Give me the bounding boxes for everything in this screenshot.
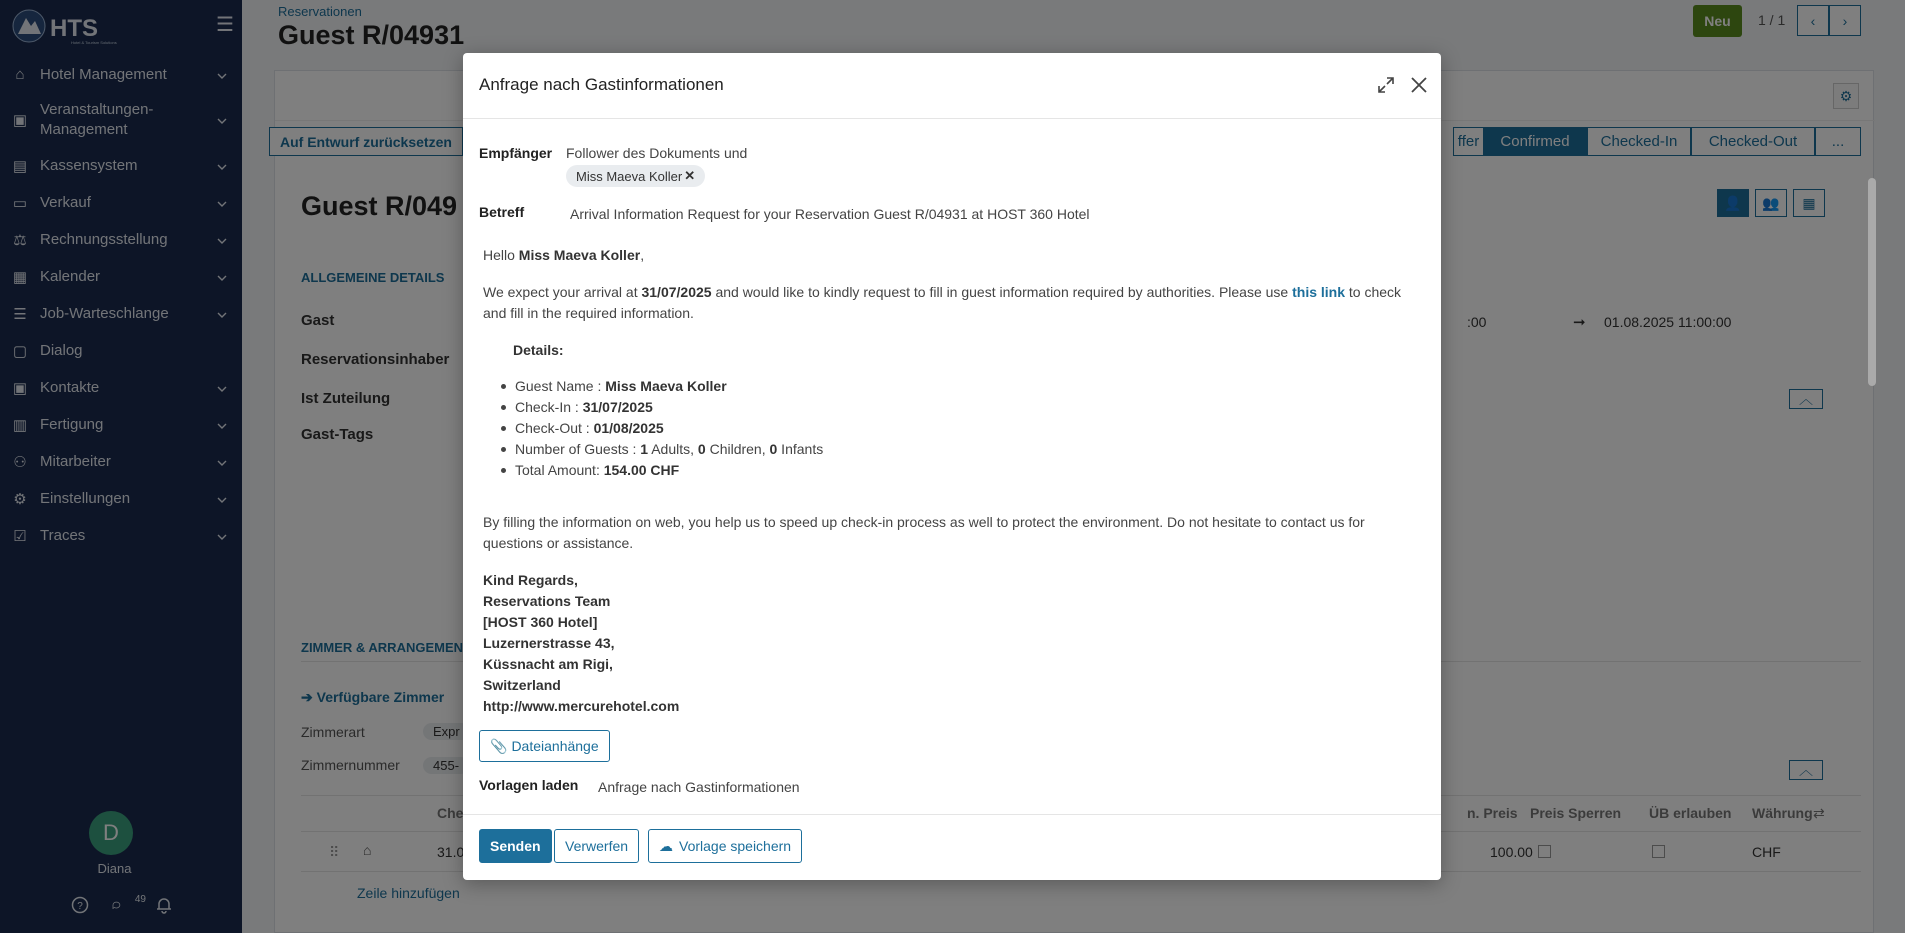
paperclip-icon: 📎 [490,737,508,754]
recipients-text: Follower des Dokuments und [566,145,748,161]
body-paragraph-2: By filling the information on web, you help us to speed up check-in process as well to protect the environment. Do not hesitate to contact us for questions or assistance. [483,514,1365,551]
dialog-header [463,53,1441,119]
template-select[interactable]: Anfrage nach Gastinformationen [598,779,800,795]
remove-tag-icon[interactable]: ✕ [684,168,696,183]
list-item: Guest Name : Miss Maeva Koller [515,376,1403,397]
dialog-title: Anfrage nach Gastinformationen [479,75,724,94]
dialog-footer [463,814,1441,880]
template-label: Vorlagen laden [479,777,579,793]
recipient-tag[interactable]: Miss Maeva Koller ✕ [566,165,705,187]
guest-info-link[interactable]: this link [1292,284,1346,300]
email-body-editor[interactable] [483,245,1403,717]
subject-label: Betreff [479,204,525,220]
signature: Kind Regards, Reservations Team [HOST 360 Hotel] Luzernerstrasse 43, Küssnacht am Rigi, Switzerland http://www.mercurehotel.com [483,572,680,714]
discard-button[interactable]: Verwerfen [554,829,639,863]
close-icon[interactable] [1409,75,1429,95]
cloud-upload-icon: ☁ [659,837,673,854]
compose-dialog [463,53,1441,880]
list-item: Number of Guests : 1 Adults, 0 Children, 0 Infants [515,439,1403,460]
save-template-button[interactable]: ☁ Vorlage speichern [648,829,802,863]
list-item: Total Amount: 154.00 CHF [515,460,1403,481]
list-item: Check-Out : 01/08/2025 [515,418,1403,439]
send-button[interactable]: Senden [479,829,552,863]
greeting: Hello Miss Maeva Koller, [483,247,645,263]
details-heading: Details: [513,342,564,358]
list-item: Check-In : 31/07/2025 [515,397,1403,418]
page-scrollbar[interactable] [1868,178,1876,386]
expand-icon[interactable] [1376,75,1396,95]
body-paragraph-1: We expect your arrival at 31/07/2025 and would like to kindly request to fill in guest information required by authorities. Please use this link to check and fill in the required information. [483,284,1402,321]
details-list [483,376,1403,481]
attachments-button[interactable]: 📎 Dateianhänge [479,730,610,762]
subject-input[interactable]: Arrival Information Request for your Reservation Guest R/04931 at HOST 360 Hotel [570,206,1090,222]
recipients-label: Empfänger [479,145,553,161]
